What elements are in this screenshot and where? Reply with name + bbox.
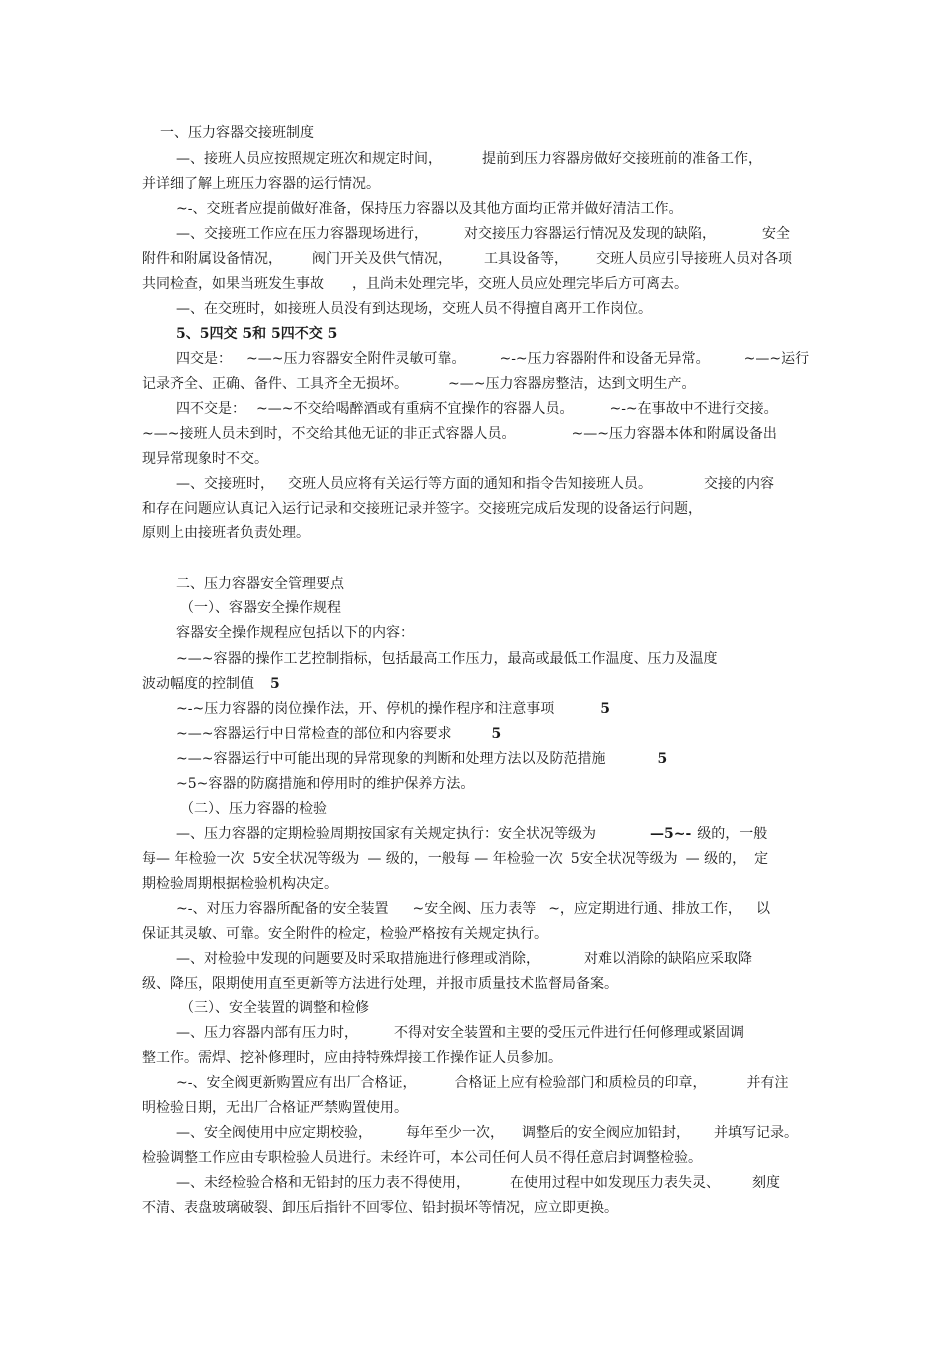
subsection-title: （三）、安全装置的调整和检修 — [180, 1000, 369, 1016]
paragraph-line: 原则上由接班者负责处理。 — [142, 525, 310, 541]
paragraph-line: 明检验日期，无出厂合格证严禁购置使用。 — [142, 1100, 408, 1116]
paragraph-line: —、在交班时，如接班人员没有到达现场，交班人员不得擅自离开工作岗位。 — [176, 301, 652, 317]
list-item: 波动幅度的控制值 5 — [142, 676, 280, 692]
subsection-title: （二）、压力容器的检验 — [180, 801, 327, 817]
paragraph-line: 期检验周期根据检验机构决定。 — [142, 876, 338, 892]
list-item: ~-~压力容器的岗位操作法，开、停机的操作程序和注意事项 5 — [176, 701, 610, 717]
paragraph-line: 现异常现象时不交。 — [142, 451, 268, 467]
paragraph-line: —、未经检验合格和无铅封的压力表不得使用， 在使用过程中如发现压力表失灵、 刻度 — [176, 1175, 780, 1191]
paragraph-line: —、对检验中发现的问题要及时采取措施进行修理或消除， 对难以消除的缺陷应采取降 — [176, 951, 752, 967]
list-item: ~—~容器运行中可能出现的异常现象的判断和处理方法以及防范措施 5 — [176, 751, 668, 767]
paragraph-line: 四不交是： ~—~不交给喝醉酒或有重病不宜操作的容器人员。 ~-~在事故中不进行交接。 — [176, 401, 778, 417]
paragraph-line: 每— 年检验一次 5安全状况等级为 — 级的，一般每 — 年检验一次 5安全状况等级为 — 级的， 定 — [142, 851, 769, 867]
paragraph-line: ~-、对压力容器所配备的安全装置 ~安全阀、压力表等 ~，应定期进行通、排放工作， 以 — [176, 901, 770, 917]
paragraph-line: 不清、表盘玻璃破裂、卸压后指针不回零位、铅封损坏等情况，应立即更换。 — [142, 1200, 618, 1216]
paragraph-line: 并详细了解上班压力容器的运行情况。 — [142, 176, 380, 192]
paragraph-line: 级、降压，限期使用直至更新等方法进行处理，并报市质量技术监督局备案。 — [142, 976, 618, 992]
paragraph-line: —、安全阀使用中应定期校验， 每年至少一次， 调整后的安全阀应加铅封， 并填写记录。 — [176, 1125, 798, 1141]
section-2-title: 二、压力容器安全管理要点 — [176, 576, 344, 592]
list-item: ~—~容器运行中日常检查的部位和内容要求 5 — [176, 726, 502, 742]
paragraph-line: —、交接班工作应在压力容器现场进行， 对交接压力容器运行情况及发现的缺陷， 安全 — [176, 226, 790, 242]
paragraph-line: —、交接班时， 交班人员应将有关运行等方面的通知和指令告知接班人员。 交接的内容 — [176, 476, 774, 492]
paragraph-line: 容器安全操作规程应包括以下的内容： — [176, 625, 414, 641]
paragraph-line: ~-、交班者应提前做好准备，保持压力容器以及其他方面均正常并做好清洁工作。 — [176, 201, 683, 217]
paragraph-line: ~—~接班人员未到时，不交给其他无证的非正式容器人员。 ~—~压力容器本体和附属设备出 — [142, 426, 777, 442]
list-item: ~—~容器的操作工艺控制指标，包括最高工作压力，最高或最低工作温度、压力及温度 — [176, 651, 718, 667]
paragraph-line: —、接班人员应按照规定班次和规定时间， 提前到压力容器房做好交接班前的准备工作， — [176, 151, 762, 167]
paragraph-line: 四交是： ~—~压力容器安全附件灵敏可靠。 ~-~压力容器附件和设备无异常。 ~—~运行 — [176, 351, 810, 367]
paragraph-line: 附件和附属设备情况， 阀门开关及供气情况， 工具设备等， 交班人员应引导接班人员对各项 — [142, 251, 792, 267]
paragraph-line: ~-、安全阀更新购置应有出厂合格证， 合格证上应有检验部门和质检员的印章， 并有注 — [176, 1075, 789, 1091]
list-item: ~5~容器的防腐措施和停用时的维护保养方法。 — [176, 776, 475, 792]
paragraph-line: 整工作。需焊、挖补修理时，应由持特殊焊接工作操作证人员参加。 — [142, 1050, 562, 1066]
paragraph-line: —、压力容器的定期检验周期按国家有关规定执行：安全状况等级为 —5~- 级的，一般 — [176, 826, 768, 842]
paragraph-line: 共同检查，如果当班发生事故 ，且尚未处理完毕，交班人员应处理完毕后方可离去。 — [142, 276, 688, 292]
paragraph-line: 5、5四交 5和 5四不交 5 — [176, 326, 338, 342]
paragraph-line: 保证其灵敏、可靠。安全附件的检定，检验严格按有关规定执行。 — [142, 926, 548, 942]
section-1-title: 一、压力容器交接班制度 — [160, 125, 314, 141]
paragraph-line: —、压力容器内部有压力时， 不得对安全装置和主要的受压元件进行任何修理或紧固调 — [176, 1025, 744, 1041]
paragraph-line: 检验调整工作应由专职检验人员进行。未经许可，本公司任何人员不得任意启封调整检验。 — [142, 1150, 702, 1166]
subsection-title: （一）、容器安全操作规程 — [180, 600, 341, 616]
paragraph-line: 记录齐全、正确、备件、工具齐全无损坏。 ~—~压力容器房整洁，达到文明生产。 — [142, 376, 696, 392]
paragraph-line: 和存在问题应认真记入运行记录和交接班记录并签字。交接班完成后发现的设备运行问题， — [142, 501, 702, 517]
